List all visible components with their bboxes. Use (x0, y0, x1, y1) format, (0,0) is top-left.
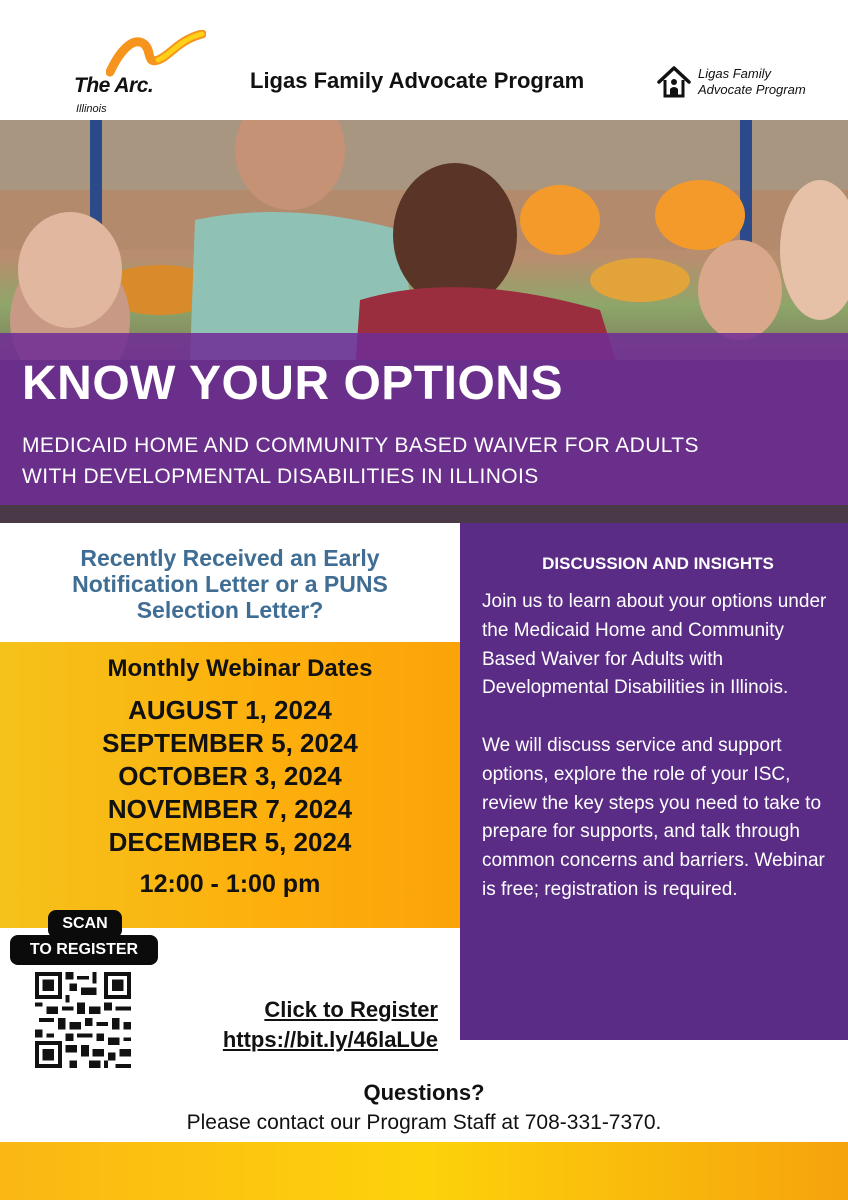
header (0, 0, 848, 120)
banner-subtitle (22, 430, 842, 492)
question-line1: Recently Received an Early (80, 545, 380, 571)
insights-paragraph: We will discuss service and support options, explore the role of your ISC, review the key steps you need to take to prepare for supports, and talk through common concerns and barriers. Webinar is free; registration is required. (482, 734, 825, 900)
banner-subtitle-line1: MEDICAID HOME AND COMMUNITY BASED WAIVER FOR ADULTS (22, 434, 699, 457)
ligas-logo-line1: Ligas Family (698, 66, 771, 81)
scan-badge-bottom: TO REGISTER (10, 935, 158, 965)
arc-logo-name: The Arc. (74, 74, 154, 97)
webinar-date: AUGUST 1, 2024 (128, 695, 332, 725)
insights-heading: DISCUSSION AND INSIGHTS (542, 554, 774, 573)
ligas-logo-line2: Advocate Program (698, 82, 806, 97)
qr-code-icon[interactable] (35, 972, 131, 1068)
house-icon (656, 64, 692, 100)
webinar-date: DECEMBER 5, 2024 (108, 827, 352, 857)
webinar-date: SEPTEMBER 5, 2024 (102, 728, 358, 758)
insights-paragraph: Join us to learn about your options under the Medicaid Home and Community Based Waiver for Adults with Developmental Disabilities in Illinois. (482, 591, 827, 699)
question-heading (14, 545, 446, 623)
webinar-time: 12:00 - 1:00 pm (139, 870, 321, 898)
webinar-date: OCTOBER 3, 2024 (118, 761, 342, 791)
banner-subtitle-line2: WITH DEVELOPMENTAL DISABILITIES IN ILLINOIS (22, 465, 539, 488)
questions-title: Questions? (363, 1080, 485, 1105)
register-url-link[interactable]: https://bit.ly/46laLUe (222, 1027, 438, 1052)
scan-badge-top: SCAN (48, 910, 122, 938)
footer-bar (0, 1142, 848, 1200)
arc-logo-state: Illinois (76, 103, 107, 115)
question-line3: Selection Letter? (136, 597, 324, 623)
insights-body (482, 588, 840, 934)
webinar-dates-heading: Monthly Webinar Dates (107, 655, 373, 682)
webinar-date: NOVEMBER 7, 2024 (107, 794, 353, 824)
arc-swoosh-icon (106, 30, 206, 78)
the-arc-logo (70, 30, 210, 120)
program-title: Ligas Family Advocate Program (250, 68, 585, 93)
ligas-program-logo (656, 64, 836, 104)
webinar-dates-list (0, 694, 460, 859)
question-line2: Notification Letter or a PUNS (72, 571, 388, 597)
register-link[interactable]: Click to Register (264, 997, 438, 1022)
contact-text: Please contact our Program Staff at 708-331-7370. (186, 1111, 662, 1134)
ligas-program-logo-text (698, 66, 806, 98)
banner-title: KNOW YOUR OPTIONS (22, 357, 563, 410)
